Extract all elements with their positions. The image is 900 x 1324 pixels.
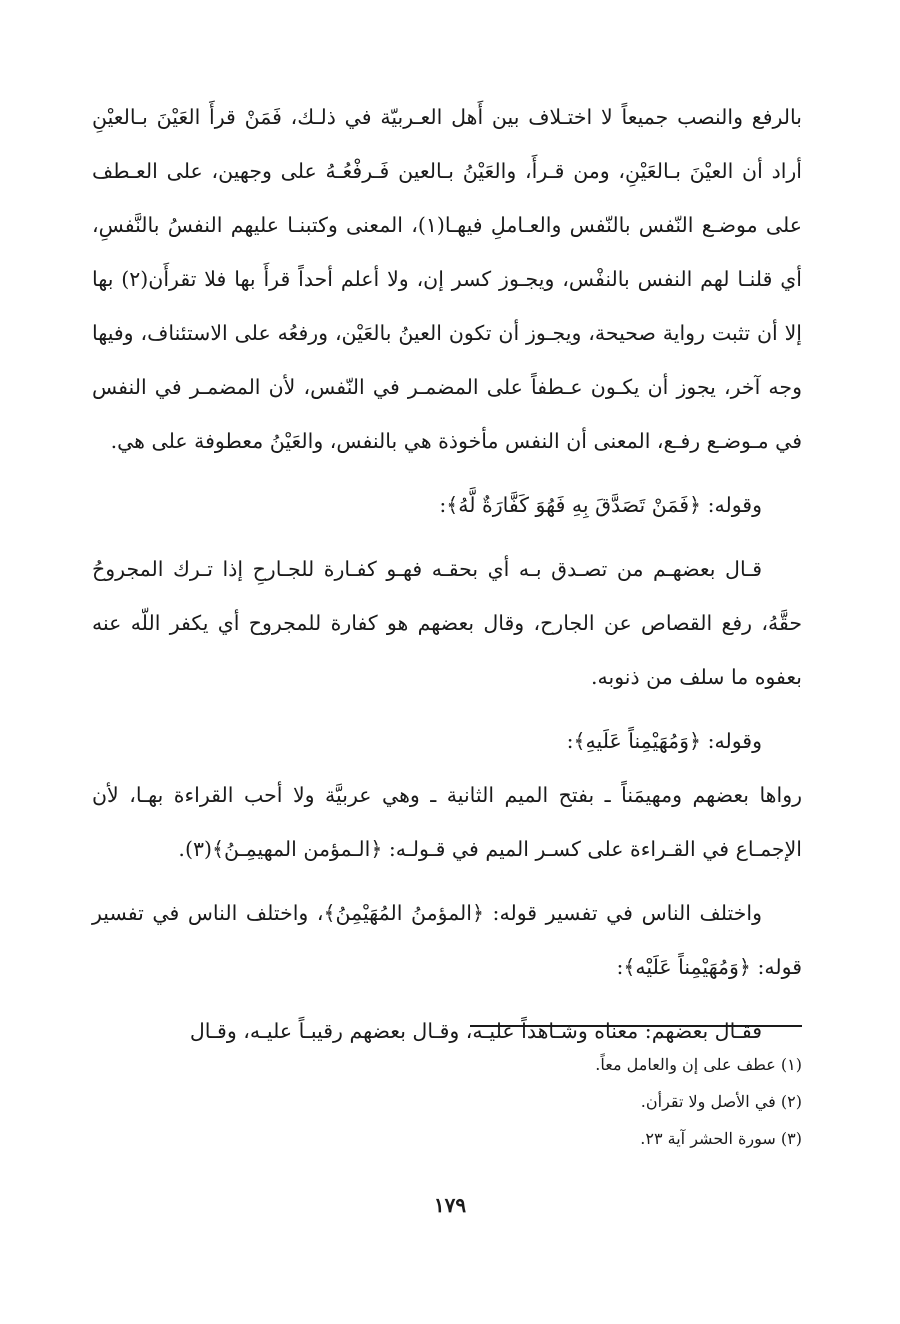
footnote-1: (١) عطف على إن والعامل معاً. xyxy=(595,1055,802,1074)
paragraph-5: فقـال بعضهم: معناه وشـاهداً عليـه، وقـال بعضهم رقيبـاً عليـه، وقـال xyxy=(189,1019,762,1043)
footnote-divider xyxy=(470,1025,802,1027)
page-number: ١٧٩ xyxy=(433,1193,467,1217)
quran-citation-2: وقوله: ﴿وَمُهَيْمِناً عَلَيهِ﴾: xyxy=(566,729,762,753)
paragraph-4: واختلف الناس في تفسير قوله: ﴿المؤمنُ المُهَيْمِنُ﴾، واختلف الناس في تفسير قوله: ﴿وَمُهَيْمِناً عَلَيْه﴾: xyxy=(92,901,802,979)
quran-citation-1: وقوله: ﴿فَمَنْ تَصَدَّقَ بِهِ فَهُوَ كَفَّارَةٌ لَّهُ﴾: xyxy=(439,493,762,517)
footnotes xyxy=(382,1046,802,1157)
main-text xyxy=(92,90,802,1058)
footnote-3: (٣) سورة الحشر آية ٢٣. xyxy=(640,1129,802,1148)
footnote-2: (٢) في الأصل ولا تقرأن. xyxy=(640,1092,802,1111)
paragraph-1: بالرفع والنصب جميعاً لا اختـلاف بين أَهل العـربيّة في ذلـك، فَمَنْ قرأَ العَيْنَ بـالعيْنِ أراد أن العيْنَ بـالعَيْنِ، ومن قـرأَ، والعَيْنُ بـالعين فَـرفْعُـهُ على وجهين، على العـطف على موضـع النّفس بالنّفس والعـاملِ فيهـا(١)، المعنى وكتبنـا عليهم النفسُ بالنَّفسِ، أي قلنـا لهم النفس بالنفْس، ويجـوز كسر إن، ولا أعلم أحداً قرأَ بها فلا تقرأَن(٢) بها إلا أن تثبت رواية صحيحة، ويجـوز أن تكون العينُ بالعَيْن، ورفعُه على الاستئناف، وفيها وجه آخر، يجوز أن يكـون عـطفاً على المضمـر في النّفس، لأن المضمـر في النفس في مـوضـع رفـع، المعنى أن النفس مأخوذة هي بالنفس، والعَيْنُ معطوفة على هي. xyxy=(92,105,803,453)
paragraph-3: رواها بعضهم ومهيمَناً ـ بفتح الميم الثانية ـ وهي عربيَّة ولا أحب القراءة بهـا، لأن الإجمـاع في القـراءة على كسـر الميم في قـولـه: ﴿الـمؤمن المهيمِـنُ﴾(٣). xyxy=(92,783,802,861)
paragraph-2: قـال بعضهـم من تصـدق بـه أي بحقـه فهـو كفـارة للجـارحِ إذا تـرك المجروحُ حقَّهُ، رفع القصاص عن الجارح، وقال بعضهم هو كفارة للمجروح أي يكفر اللّه عنه بعفوه ما سلف من ذنوبه. xyxy=(92,557,802,689)
